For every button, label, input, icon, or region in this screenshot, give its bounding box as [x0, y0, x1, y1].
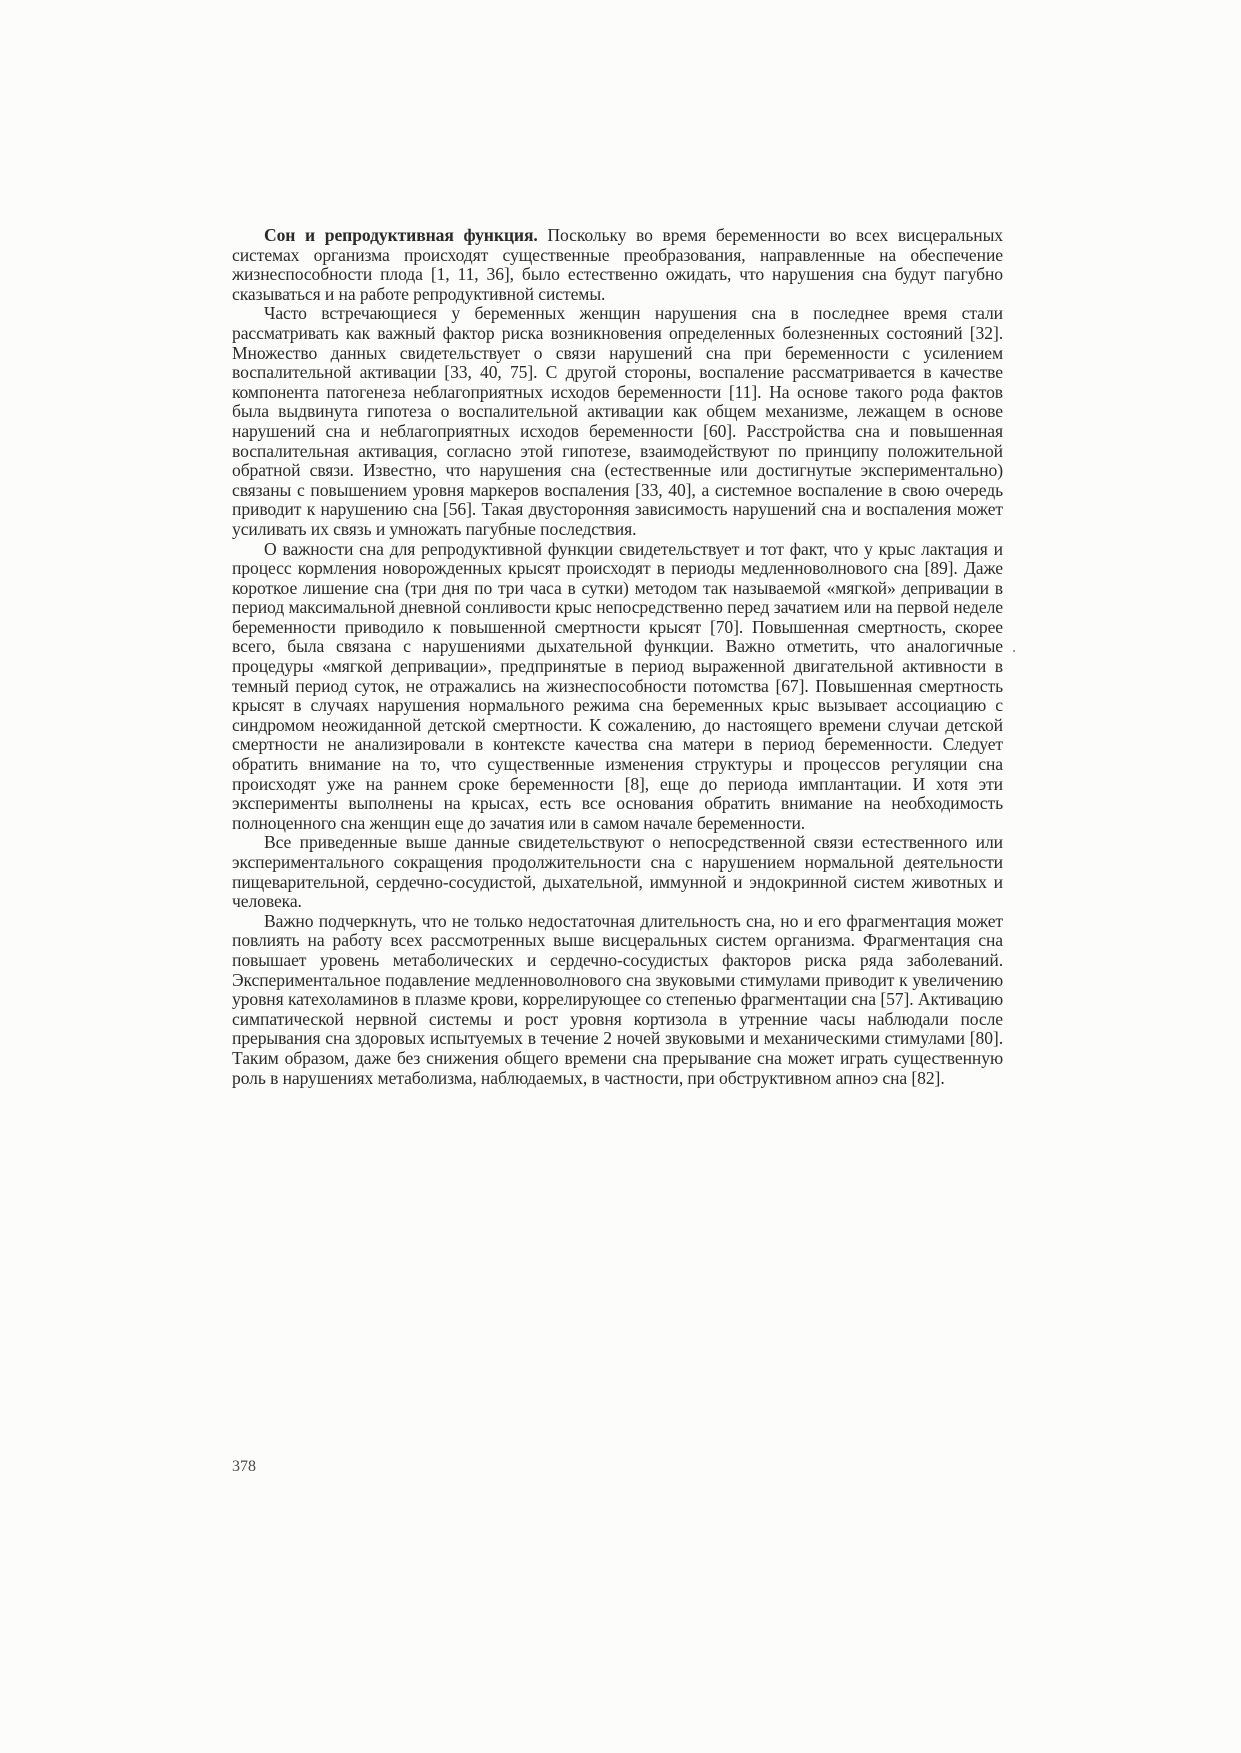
paragraph-2: Часто встречающиеся у беременных женщин нарушения сна в последнее время стали рассматривать как важный фактор риска возникновения определенных болезненных состояний [32]. Множество данных свидетельствует о связи нарушений сна при беременности с усилением воспалительной активации [33, 40, 75]. С другой стороны, воспаление рассматривается в качестве компонента патогенеза неблагоприятных исходов беременности [11]. На основе такого рода фактов была выдвинута гипотеза о воспалительной активации как общем механизме, лежащем в основе нарушений сна и неблагоприятных исходов беременности [60]. Расстройства сна и повышенная воспалительная активация, согласно этой гипотезе, взаимодействуют по принципу положительной обратной связи. Известно, что нарушения сна (естественные или достигнутые экспериментально) связаны с повышением уровня маркеров воспаления [33, 40], а системное воспаление в свою очередь приводит к нарушению сна [56]. Такая двусторонняя зависимость нарушений сна и воспаления может усиливать их связь и умножать пагубные последствия.	[232, 303, 1003, 539]
section-lead-in: Сон и репродуктивная функция.	[264, 225, 538, 245]
paragraph-1	[232, 226, 1003, 304]
page-number: 378	[232, 1458, 256, 1475]
paragraph-5: Важно подчеркнуть, что не только недостаточная длительность сна, но и его фрагментация может повлиять на работу всех рассмотренных выше висцеральных систем организма. Фрагментация сна повышает уровень метаболических и сердечно-сосудистых факторов риска ряда заболеваний. Экспериментальное подавление медленноволнового сна звуковыми стимулами приводит к увеличению уровня катехоламинов в плазме крови, коррелирующее со степенью фрагментации сна [57]. Активацию симпатической нервной системы и рост уровня кортизола в утренние часы наблюдали после прерывания сна здоровых испытуемых в течение 2 ночей звуковыми и механическими стимулами [80]. Таким образом, даже без снижения общего времени сна прерывание сна может играть существенную роль в нарушениях метаболизма, наблюдаемых, в частности, при обструктивном апноэ сна [82].	[232, 910, 1003, 1088]
scan-dot	[1013, 650, 1015, 652]
paragraph-4: Все приведенные выше данные свидетельствуют о непосредственной связи естественного или экспериментального сокращения продолжительности сна с нарушением нормальной деятельности пищеварительной, сердечно-сосудистой, дыхательной, иммунной и эндокринной систем животных и человека.	[232, 832, 1003, 912]
paragraph-1-text: Поскольку во время беременности во всех висцеральных системах организма происходят существенные преобразования, направленные на обеспечение жизнеспособности плода [1, 11, 36], было естественно ожидать, что нарушения сна будут пагубно сказываться и на работе репродуктивной системы.	[232, 225, 1003, 304]
body-text	[232, 226, 1003, 1088]
paragraph-3: О важности сна для репродуктивной функции свидетельствует и тот факт, что у крыс лактация и процесс кормления новорожденных крысят происходят в периоды медленноволнового сна [89]. Даже короткое лишение сна (три дня по три часа в сутки) методом так называемой «мягкой» депривации в период максимальной дневной сонливости крыс непосредственно перед зачатием или на первой неделе беременности приводило к повышенной смертности крысят [70]. Повышенная смертность, скорее всего, была связана с нарушениями дыхательной функции. Важно отметить, что аналогичные процедуры «мягкой депривации», предпринятые в период выраженной двигательной активности в темный период суток, не отражались на жизнеспособности потомства [67]. Повышенная смертность крысят в случаях нарушения нормального режима сна беременных крыс вызывает ассоциацию с синдромом неожиданной детской смертности. К сожалению, до настоящего времени случаи детской смертности не анализировали в контексте качества сна матери в период беременности. Следует обратить внимание на то, что существенные изменения структуры и процессов регуляции сна происходят уже на раннем сроке беременности [8], еще до периода имплантации. И хотя эти эксперименты выполнены на крысах, есть все основания обратить внимание на необходимость полноценного сна женщин еще до зачатия или в самом начале беременности.	[232, 538, 1003, 833]
